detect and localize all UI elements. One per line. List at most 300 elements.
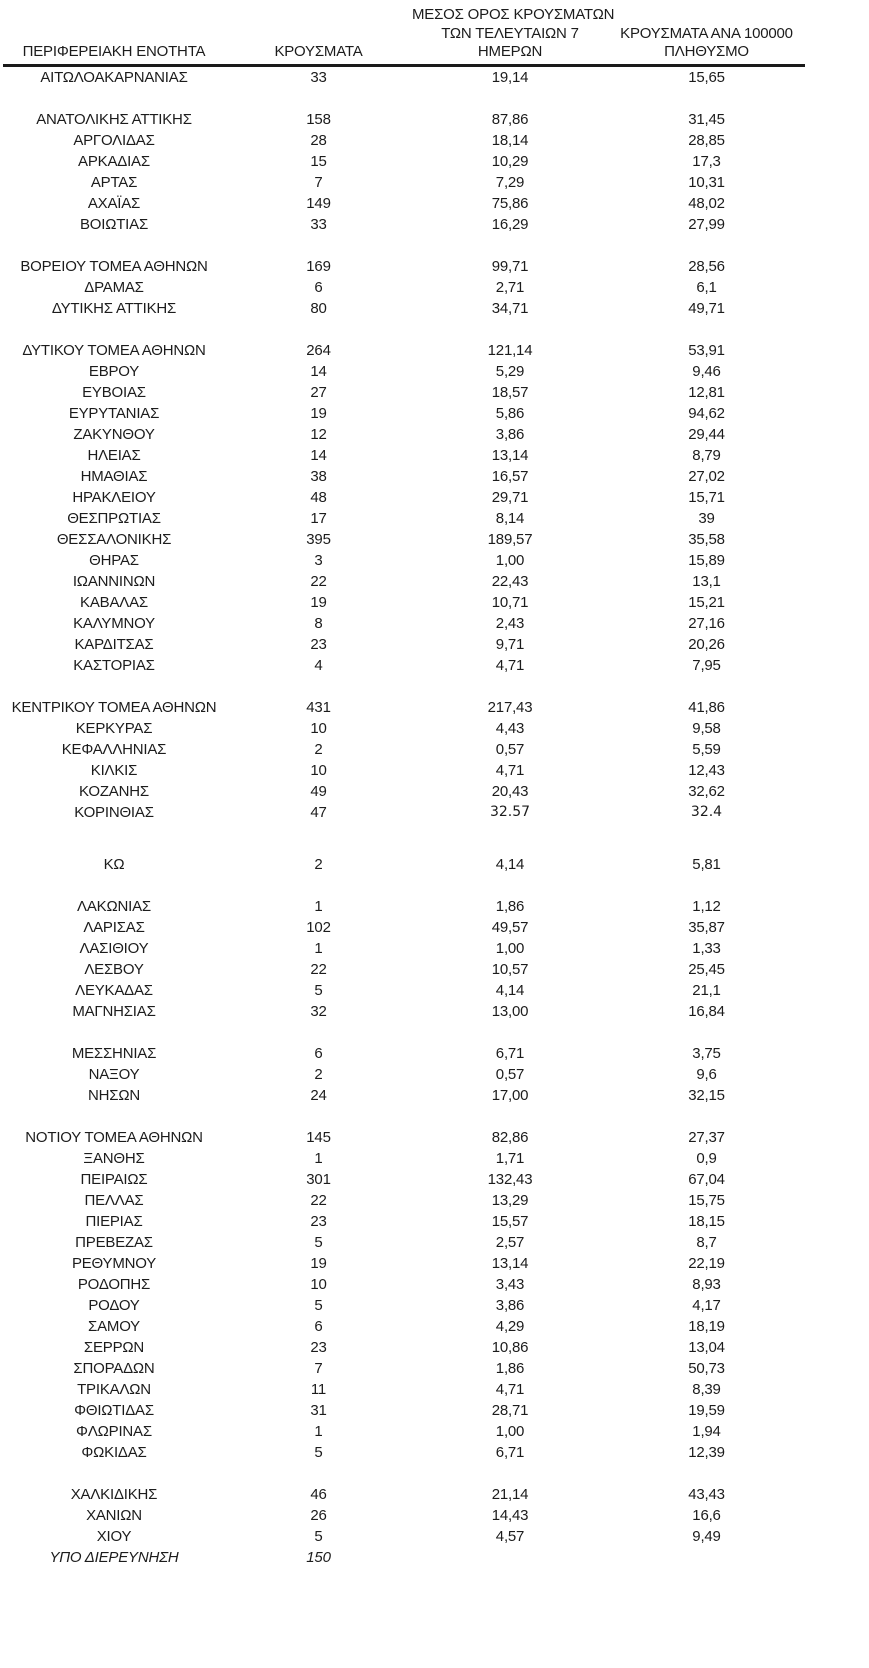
avg7-cell: 19,14: [491, 68, 529, 86]
table-row: [3, 1358, 805, 1379]
table-row: [3, 151, 805, 172]
cases-cell: 28: [310, 131, 327, 149]
cases-cell: 38: [310, 467, 327, 485]
region-cell: ΝΑΞΟΥ: [88, 1066, 140, 1083]
avg7-cell: 4,57: [495, 1528, 525, 1545]
header-per100k-line2: ΠΛΗΘΥΣΜΟ: [664, 43, 749, 60]
region-cell: ΣΠΟΡΑΔΩΝ: [73, 1360, 155, 1377]
regional-cases-table: [3, 0, 805, 1568]
per100k-cell: 28,85: [688, 131, 725, 149]
region-cell: ΧΑΛΚΙΔΙΚΗΣ: [70, 1486, 158, 1503]
per100k-cell: 1,94: [692, 1423, 721, 1440]
cases-cell: 150: [306, 1549, 331, 1566]
avg7-cell: 82,86: [491, 1129, 529, 1146]
per100k-cell: 27,16: [688, 614, 725, 632]
cases-cell: 15: [310, 152, 327, 170]
region-cell: ΠΙΕΡΙΑΣ: [85, 1213, 143, 1230]
region-cell: ΗΜΑΘΙΑΣ: [80, 467, 148, 485]
table-row: [3, 1001, 805, 1022]
per100k-cell: 21,1: [692, 982, 721, 999]
avg7-cell: 0,57: [495, 740, 525, 758]
per100k-cell: 8,79: [692, 446, 721, 464]
avg7-cell: 3,86: [495, 1297, 525, 1314]
region-cell: ΑΡΓΟΛΙΔΑΣ: [73, 131, 155, 149]
table-row: [3, 1253, 805, 1274]
cases-cell: 22: [310, 961, 327, 978]
cases-cell: 32: [310, 1003, 327, 1020]
avg7-cell: 32.57: [489, 804, 531, 820]
region-cell: ΠΕΙΡΑΙΩΣ: [80, 1171, 148, 1188]
avg7-cell: 1,00: [495, 551, 525, 569]
avg7-cell: 6,71: [495, 1444, 525, 1461]
region-cell: ΦΩΚΙΔΑΣ: [81, 1444, 147, 1461]
table-row: [3, 193, 805, 214]
table-row: [3, 1547, 805, 1568]
per100k-cell: 12,43: [688, 761, 725, 779]
table-row: [3, 1505, 805, 1526]
region-cell: ΔΡΑΜΑΣ: [84, 278, 144, 296]
cases-cell: 47: [310, 803, 327, 821]
table-row: [3, 445, 805, 466]
region-cell: ΚΑΡΔΙΤΣΑΣ: [74, 635, 154, 653]
table-row: [3, 959, 805, 980]
per100k-cell: 50,73: [688, 1360, 725, 1377]
table-row: [3, 424, 805, 445]
region-cell: ΔΥΤΙΚΗΣ ΑΤΤΙΚΗΣ: [51, 299, 177, 317]
table-row: [3, 917, 805, 938]
per100k-cell: 5,59: [692, 740, 721, 758]
avg7-cell: 49,57: [491, 919, 529, 936]
avg7-cell: 4,14: [495, 856, 525, 873]
cases-cell: 22: [310, 1192, 327, 1209]
per100k-cell: 12,81: [688, 383, 725, 401]
header-region-label: ΠΕΡΙΦΕΡΕΙΑΚΗ ΕΝΟΤΗΤΑ: [22, 43, 206, 60]
per100k-cell: 15,75: [688, 1192, 725, 1209]
avg7-cell: 75,86: [491, 194, 529, 212]
cases-cell: 5: [314, 1444, 323, 1461]
per100k-cell: 9,49: [692, 1528, 721, 1545]
per100k-cell: 32,62: [688, 782, 725, 800]
cases-cell: 7: [314, 173, 323, 191]
per100k-cell: 1,33: [692, 940, 721, 957]
table-row: [3, 466, 805, 487]
cases-cell: 10: [310, 719, 327, 737]
region-cell: ΤΡΙΚΑΛΩΝ: [77, 1381, 151, 1398]
cases-cell: 1: [314, 898, 323, 915]
region-cell: ΦΘΙΩΤΙΔΑΣ: [74, 1402, 154, 1419]
region-cell: ΒΟΡΕΙΟΥ ΤΟΜΕΑ ΑΘΗΝΩΝ: [20, 257, 208, 275]
cases-cell: 2: [314, 1066, 323, 1083]
region-cell: ΚΙΛΚΙΣ: [90, 761, 138, 779]
table-body: [3, 67, 805, 1569]
region-cell: ΡΟΔΟΥ: [88, 1297, 140, 1314]
avg7-cell: 3,86: [495, 425, 525, 443]
per100k-cell: 10,31: [688, 173, 725, 191]
avg7-cell: 1,86: [495, 898, 525, 915]
table-row: [3, 1316, 805, 1337]
table-row: [3, 1442, 805, 1463]
avg7-cell: 1,86: [495, 1360, 525, 1377]
region-cell: ΛΑΡΙΣΑΣ: [83, 919, 145, 936]
per100k-cell: 13,1: [692, 572, 721, 590]
per100k-cell: 13,04: [688, 1339, 725, 1356]
cases-cell: 149: [306, 194, 331, 212]
region-cell: ΖΑΚΥΝΘΟΥ: [73, 425, 155, 443]
per100k-cell: 4,17: [692, 1297, 721, 1314]
cases-cell: 6: [314, 1318, 323, 1335]
region-cell: ΑΡΚΑΔΙΑΣ: [78, 152, 150, 170]
per100k-cell: 39: [698, 509, 715, 527]
avg7-cell: 16,57: [491, 467, 529, 485]
avg7-cell: 21,14: [491, 1486, 529, 1503]
table-row: [3, 1085, 805, 1106]
table-row: [3, 1274, 805, 1295]
per100k-cell: 27,99: [688, 215, 725, 233]
cases-cell: 49: [310, 782, 327, 800]
table-row: [3, 340, 805, 361]
cases-cell: 158: [306, 110, 331, 128]
per100k-cell: 8,39: [692, 1381, 721, 1398]
table-row: [3, 1190, 805, 1211]
per100k-cell: 5,81: [692, 856, 721, 873]
cases-cell: 22: [310, 572, 327, 590]
region-cell: ΕΥΒΟΙΑΣ: [82, 383, 146, 401]
cases-cell: 14: [310, 362, 327, 380]
region-cell: ΜΕΣΣΗΝΙΑΣ: [71, 1045, 157, 1062]
per100k-cell: 22,19: [688, 1255, 725, 1272]
table-row: [3, 382, 805, 403]
table-row: [3, 1400, 805, 1421]
avg7-cell: 4,14: [495, 982, 525, 999]
region-cell: ΜΑΓΝΗΣΙΑΣ: [72, 1003, 156, 1020]
table-row: [3, 938, 805, 959]
cases-cell: 4: [314, 656, 323, 674]
header-avg7-column: [412, 6, 615, 62]
per100k-cell: 15,71: [688, 488, 725, 506]
per100k-cell: 25,45: [688, 961, 725, 978]
per100k-cell: 53,91: [688, 341, 725, 359]
cases-cell: 23: [310, 1339, 327, 1356]
cases-cell: 17: [310, 509, 327, 527]
region-cell: ΚΟΖΑΝΗΣ: [79, 782, 149, 800]
region-cell: ΕΒΡΟΥ: [88, 362, 140, 380]
region-cell: ΣΑΜΟΥ: [88, 1318, 140, 1335]
cases-cell: 1: [314, 1423, 323, 1440]
per100k-cell: 49,71: [688, 299, 725, 317]
table-row: [3, 172, 805, 193]
avg7-cell: 20,43: [491, 782, 529, 800]
cases-cell: 48: [310, 488, 327, 506]
avg7-cell: 16,29: [491, 215, 529, 233]
cases-cell: 31: [310, 1402, 327, 1419]
cases-cell: 24: [310, 1087, 327, 1104]
region-cell: ΘΕΣΠΡΩΤΙΑΣ: [67, 509, 161, 527]
table-row: [3, 1127, 805, 1148]
table-row: [3, 613, 805, 634]
avg7-cell: 4,71: [495, 761, 525, 779]
cases-cell: 6: [314, 278, 323, 296]
region-cell: ΔΥΤΙΚΟΥ ΤΟΜΕΑ ΑΘΗΝΩΝ: [22, 341, 206, 359]
avg7-cell: 1,71: [495, 1150, 525, 1167]
table-row: [3, 1169, 805, 1190]
per100k-cell: 94,62: [688, 404, 725, 422]
cases-cell: 3: [314, 551, 323, 569]
avg7-cell: 99,71: [491, 257, 529, 275]
table-row: [3, 896, 805, 917]
table-row: [3, 739, 805, 760]
avg7-cell: 2,71: [495, 278, 525, 296]
table-row: [3, 697, 805, 718]
per100k-cell: 67,04: [688, 1171, 725, 1188]
region-cell: ΞΑΝΘΗΣ: [83, 1150, 145, 1167]
avg7-cell: 9,71: [495, 635, 525, 653]
region-cell: ΑΧΑΪΑΣ: [87, 194, 141, 212]
per100k-cell: 12,39: [688, 1444, 725, 1461]
avg7-cell: 3,43: [495, 1276, 525, 1293]
cases-cell: 10: [310, 761, 327, 779]
cases-cell: 80: [310, 299, 327, 317]
avg7-cell: 22,43: [491, 572, 529, 590]
cases-cell: 23: [310, 635, 327, 653]
avg7-cell: 13,29: [491, 1192, 529, 1209]
region-cell: ΝΗΣΩΝ: [88, 1087, 140, 1104]
cases-cell: 2: [314, 740, 323, 758]
cases-cell: 33: [310, 215, 327, 233]
per100k-cell: 15,65: [688, 68, 725, 86]
region-cell: ΚΟΡΙΝΘΙΑΣ: [74, 803, 154, 821]
cases-cell: 2: [314, 856, 323, 873]
per100k-cell: 8,93: [692, 1276, 721, 1293]
cases-cell: 12: [310, 425, 327, 443]
cases-cell: 8: [314, 614, 323, 632]
avg7-cell: 10,29: [491, 152, 529, 170]
per100k-cell: 43,43: [688, 1486, 725, 1503]
cases-cell: 5: [314, 1234, 323, 1251]
avg7-cell: 217,43: [487, 698, 533, 716]
table-header: [3, 6, 805, 67]
region-cell: ΛΕΣΒΟΥ: [84, 961, 144, 978]
table-row: [3, 781, 805, 802]
cases-cell: 27: [310, 383, 327, 401]
avg7-cell: 13,00: [491, 1003, 529, 1020]
avg7-cell: 1,00: [495, 940, 525, 957]
cases-cell: 19: [310, 593, 327, 611]
cases-cell: 169: [306, 257, 331, 275]
avg7-cell: 34,71: [491, 299, 529, 317]
per100k-cell: 48,02: [688, 194, 725, 212]
table-row: [3, 854, 805, 875]
region-cell: ΧΙΟΥ: [96, 1528, 132, 1545]
cases-cell: 46: [310, 1486, 327, 1503]
region-cell: ΣΕΡΡΩΝ: [83, 1339, 145, 1356]
avg7-cell: 4,71: [495, 1381, 525, 1398]
region-cell: ΚΑΣΤΟΡΙΑΣ: [73, 656, 155, 674]
header-avg7-line3: ΗΜΕΡΩΝ: [477, 43, 543, 60]
avg7-cell: 13,14: [491, 446, 529, 464]
per100k-cell: 16,84: [688, 1003, 725, 1020]
avg7-cell: 87,86: [491, 110, 529, 128]
per100k-cell: 16,6: [692, 1507, 721, 1524]
per100k-cell: 29,44: [688, 425, 725, 443]
cases-cell: 10: [310, 1276, 327, 1293]
table-row: [3, 130, 805, 151]
cases-cell: 1: [314, 1150, 323, 1167]
table-row: [3, 1379, 805, 1400]
cases-cell: 5: [314, 1297, 323, 1314]
per100k-cell: 1,12: [692, 898, 721, 915]
per100k-cell: 35,87: [688, 919, 725, 936]
region-cell: ΡΟΔΟΠΗΣ: [77, 1276, 151, 1293]
table-row: [3, 1421, 805, 1442]
per100k-cell: 32.4: [690, 804, 723, 820]
per100k-cell: 7,95: [692, 656, 721, 674]
table-row: [3, 214, 805, 235]
region-cell: ΑΝΑΤΟΛΙΚΗΣ ΑΤΤΙΚΗΣ: [36, 110, 192, 128]
region-cell: ΧΑΝΙΩΝ: [86, 1507, 142, 1524]
per100k-cell: 17,3: [692, 152, 721, 170]
avg7-cell: 28,71: [491, 1402, 529, 1419]
per100k-cell: 6,1: [696, 278, 717, 296]
avg7-cell: 10,57: [491, 961, 529, 978]
header-per100k-line1: ΚΡΟΥΣΜΑΤΑ ΑΝΑ 100000: [620, 24, 793, 42]
table-row: [3, 1526, 805, 1547]
cases-cell: 1: [314, 940, 323, 957]
cases-cell: 264: [306, 341, 331, 359]
per100k-cell: 15,21: [688, 593, 725, 611]
region-cell: ΥΠΟ ΔΙΕΡΕΥΝΗΣΗ: [49, 1549, 179, 1566]
per100k-cell: 28,56: [688, 257, 725, 275]
table-row: [3, 1043, 805, 1064]
cases-cell: 26: [310, 1507, 327, 1524]
table-row: [3, 592, 805, 613]
region-cell: ΘΗΡΑΣ: [89, 551, 139, 569]
table-row: [3, 298, 805, 319]
avg7-cell: 0,57: [495, 1066, 525, 1083]
table-row: [3, 550, 805, 571]
region-cell: ΒΟΙΩΤΙΑΣ: [79, 215, 149, 233]
region-cell: ΡΕΘΥΜΝΟΥ: [71, 1255, 157, 1272]
region-cell: ΠΕΛΛΑΣ: [84, 1192, 144, 1209]
per100k-cell: 41,86: [688, 698, 725, 716]
avg7-cell: 6,71: [495, 1045, 525, 1062]
region-cell: ΚΑΒΑΛΑΣ: [80, 593, 148, 611]
region-cell: ΚΕΝΤΡΙΚΟΥ ΤΟΜΕΑ ΑΘΗΝΩΝ: [11, 698, 217, 716]
avg7-cell: 7,29: [495, 173, 525, 191]
per100k-cell: 9,6: [696, 1066, 717, 1083]
cases-cell: 7: [314, 1360, 323, 1377]
table-row: [3, 508, 805, 529]
avg7-cell: 4,71: [495, 656, 525, 674]
table-row: [3, 277, 805, 298]
avg7-cell: 1,00: [495, 1423, 525, 1440]
table-row: [3, 1295, 805, 1316]
table-row: [3, 980, 805, 1001]
per100k-cell: 0,9: [696, 1150, 717, 1167]
per100k-cell: 8,7: [696, 1234, 717, 1251]
per100k-cell: 18,19: [688, 1318, 725, 1335]
per100k-cell: 9,58: [692, 719, 721, 737]
table-row: [3, 1148, 805, 1169]
cases-cell: 14: [310, 446, 327, 464]
region-cell: ΘΕΣΣΑΛΟΝΙΚΗΣ: [56, 530, 172, 548]
region-cell: ΗΡΑΚΛΕΙΟΥ: [72, 488, 156, 506]
avg7-cell: 18,14: [491, 131, 529, 149]
avg7-cell: 5,86: [495, 404, 525, 422]
table-row: [3, 1337, 805, 1358]
table-row: [3, 109, 805, 130]
region-cell: ΚΑΛΥΜΝΟΥ: [73, 614, 155, 632]
region-cell: ΗΛΕΙΑΣ: [87, 446, 141, 464]
cases-cell: 23: [310, 1213, 327, 1230]
table-row: [3, 361, 805, 382]
region-cell: ΛΑΣΙΘΙΟΥ: [79, 940, 149, 957]
avg7-cell: 121,14: [487, 341, 533, 359]
region-cell: ΠΡΕΒΕΖΑΣ: [75, 1234, 153, 1251]
table-row: [3, 256, 805, 277]
per100k-cell: 15,89: [688, 551, 725, 569]
table-row: [3, 529, 805, 550]
table-row: [3, 634, 805, 655]
cases-cell: 102: [306, 919, 331, 936]
avg7-cell: 132,43: [487, 1171, 533, 1188]
cases-cell: 5: [314, 1528, 323, 1545]
region-cell: ΕΥΡΥΤΑΝΙΑΣ: [68, 404, 160, 422]
header-cases-column: [225, 43, 412, 62]
cases-cell: 33: [310, 68, 327, 86]
table-row: [3, 1484, 805, 1505]
per100k-cell: 31,45: [688, 110, 725, 128]
table-row: [3, 655, 805, 676]
avg7-cell: 5,29: [495, 362, 525, 380]
avg7-cell: 4,43: [495, 719, 525, 737]
cases-cell: 19: [310, 1255, 327, 1272]
table-row: [3, 760, 805, 781]
table-row: [3, 67, 805, 88]
per100k-cell: 3,75: [692, 1045, 721, 1062]
cases-cell: 301: [306, 1171, 331, 1188]
region-cell: ΦΛΩΡΙΝΑΣ: [76, 1423, 152, 1440]
avg7-cell: 10,71: [491, 593, 529, 611]
cases-cell: 145: [306, 1129, 331, 1146]
table-row: [3, 403, 805, 424]
cases-cell: 5: [314, 982, 323, 999]
header-avg7-line1: ΜΕΣΟΣ ΟΡΟΣ ΚΡΟΥΣΜΑΤΩΝ: [412, 6, 615, 23]
per100k-cell: 27,37: [688, 1129, 725, 1146]
header-cases-label: ΚΡΟΥΣΜΑΤΑ: [274, 43, 363, 60]
header-avg7-line2: ΤΩΝ ΤΕΛΕΥΤΑΙΩΝ 7: [441, 24, 579, 42]
per100k-cell: 20,26: [688, 635, 725, 653]
table-row: [3, 487, 805, 508]
cases-cell: 11: [310, 1381, 327, 1398]
table-row: [3, 802, 805, 823]
cases-cell: 19: [310, 404, 327, 422]
avg7-cell: 17,00: [491, 1087, 529, 1104]
avg7-cell: 13,14: [491, 1255, 529, 1272]
per100k-cell: 18,15: [688, 1213, 725, 1230]
region-cell: ΛΕΥΚΑΔΑΣ: [75, 982, 153, 999]
header-per100k-column: [608, 25, 805, 62]
region-cell: ΛΑΚΩΝΙΑΣ: [77, 898, 151, 915]
region-cell: ΑΙΤΩΛΟΑΚΑΡΝΑΝΙΑΣ: [40, 68, 188, 86]
cases-cell: 431: [306, 698, 331, 716]
per100k-cell: 19,59: [688, 1402, 725, 1419]
table-row: [3, 1232, 805, 1253]
avg7-cell: 4,29: [495, 1318, 525, 1335]
table-row: [3, 1064, 805, 1085]
region-cell: ΙΩΑΝΝΙΝΩΝ: [72, 572, 156, 590]
region-cell: ΚΕΡΚΥΡΑΣ: [75, 719, 153, 737]
avg7-cell: 2,43: [495, 614, 525, 632]
